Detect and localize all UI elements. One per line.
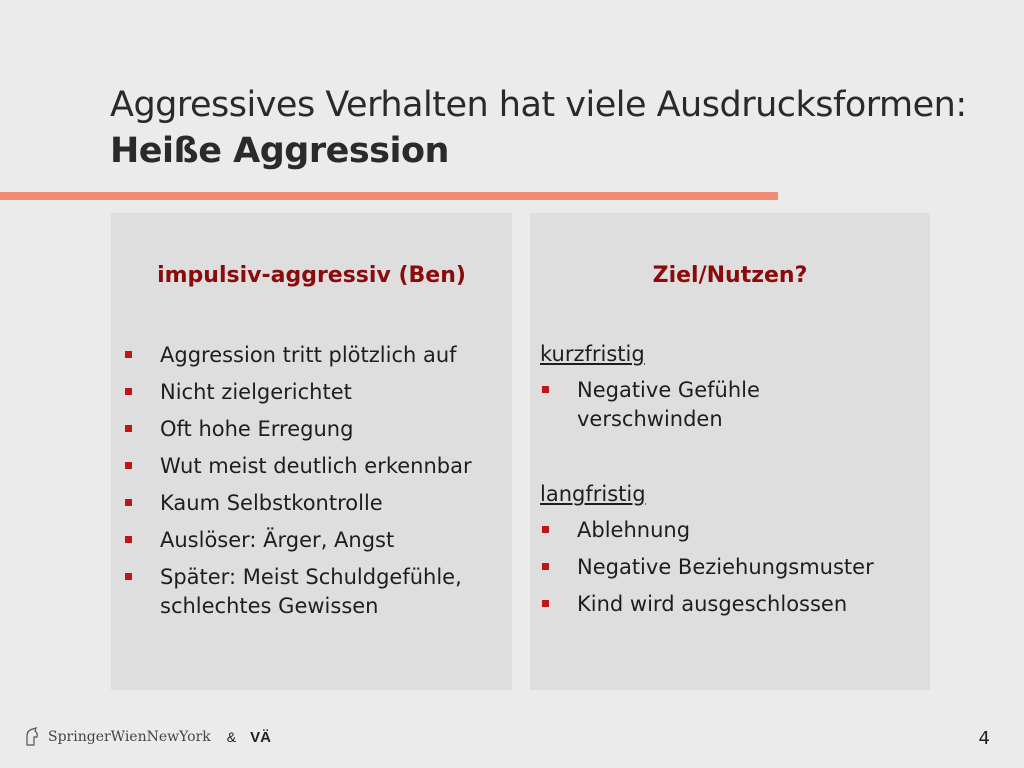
partner-logo: VÄ bbox=[250, 728, 271, 746]
title-accent-rule bbox=[0, 192, 778, 200]
square-bullet-icon bbox=[542, 526, 549, 533]
square-bullet-icon bbox=[125, 351, 132, 358]
list-item bbox=[125, 563, 490, 621]
list-item bbox=[125, 452, 490, 481]
right-panel bbox=[530, 213, 930, 690]
footer-ampersand: & bbox=[226, 729, 237, 745]
slide-title-line2: Heiße Aggression bbox=[110, 131, 449, 171]
left-bullet-list bbox=[125, 341, 490, 629]
square-bullet-icon bbox=[542, 563, 549, 570]
square-bullet-icon bbox=[125, 388, 132, 395]
list-item bbox=[542, 590, 874, 619]
left-panel bbox=[111, 213, 512, 690]
right-panel-heading: Ziel/Nutzen? bbox=[652, 263, 808, 288]
list-item bbox=[542, 376, 807, 434]
left-panel-heading: impulsiv-aggressiv (Ben) bbox=[157, 263, 466, 288]
list-item bbox=[542, 553, 874, 582]
list-item-text: Negative Gefühle verschwinden bbox=[577, 378, 760, 431]
list-item bbox=[125, 415, 490, 444]
list-item bbox=[125, 526, 490, 555]
page-number: 4 bbox=[978, 728, 990, 749]
list-item-text: Auslöser: Ärger, Angst bbox=[160, 528, 395, 552]
list-item bbox=[542, 516, 874, 545]
list-item-text: Oft hohe Erregung bbox=[160, 417, 354, 441]
square-bullet-icon bbox=[542, 600, 549, 607]
square-bullet-icon bbox=[125, 425, 132, 432]
springer-horse-icon bbox=[24, 727, 40, 747]
footer-publisher-logo bbox=[24, 725, 271, 749]
short-term-list bbox=[542, 376, 807, 442]
square-bullet-icon bbox=[125, 573, 132, 580]
square-bullet-icon bbox=[542, 386, 549, 393]
slide-title bbox=[110, 82, 967, 174]
square-bullet-icon bbox=[125, 462, 132, 469]
square-bullet-icon bbox=[125, 499, 132, 506]
list-item-text: Später: Meist Schuldgefühle, schlechtes Gewissen bbox=[160, 565, 462, 618]
list-item bbox=[125, 378, 490, 407]
list-item bbox=[125, 489, 490, 518]
short-term-label: kurzfristig bbox=[540, 342, 645, 366]
list-item-text: Kind wird ausgeschlossen bbox=[577, 592, 848, 616]
publisher-name: SpringerWienNewYork bbox=[48, 729, 211, 745]
list-item-text: Nicht zielgerichtet bbox=[160, 380, 352, 404]
long-term-label: langfristig bbox=[540, 482, 646, 506]
square-bullet-icon bbox=[125, 536, 132, 543]
list-item-text: Wut meist deutlich erkennbar bbox=[160, 454, 472, 478]
list-item-text: Kaum Selbstkontrolle bbox=[160, 491, 383, 515]
list-item bbox=[125, 341, 490, 370]
list-item-text: Ablehnung bbox=[577, 518, 691, 542]
slide-title-line1: Aggressives Verhalten hat viele Ausdrucksformen: bbox=[110, 85, 967, 125]
list-item-text: Aggression tritt plötzlich auf bbox=[160, 343, 457, 367]
list-item-text: Negative Beziehungsmuster bbox=[577, 555, 874, 579]
long-term-list bbox=[542, 516, 874, 627]
